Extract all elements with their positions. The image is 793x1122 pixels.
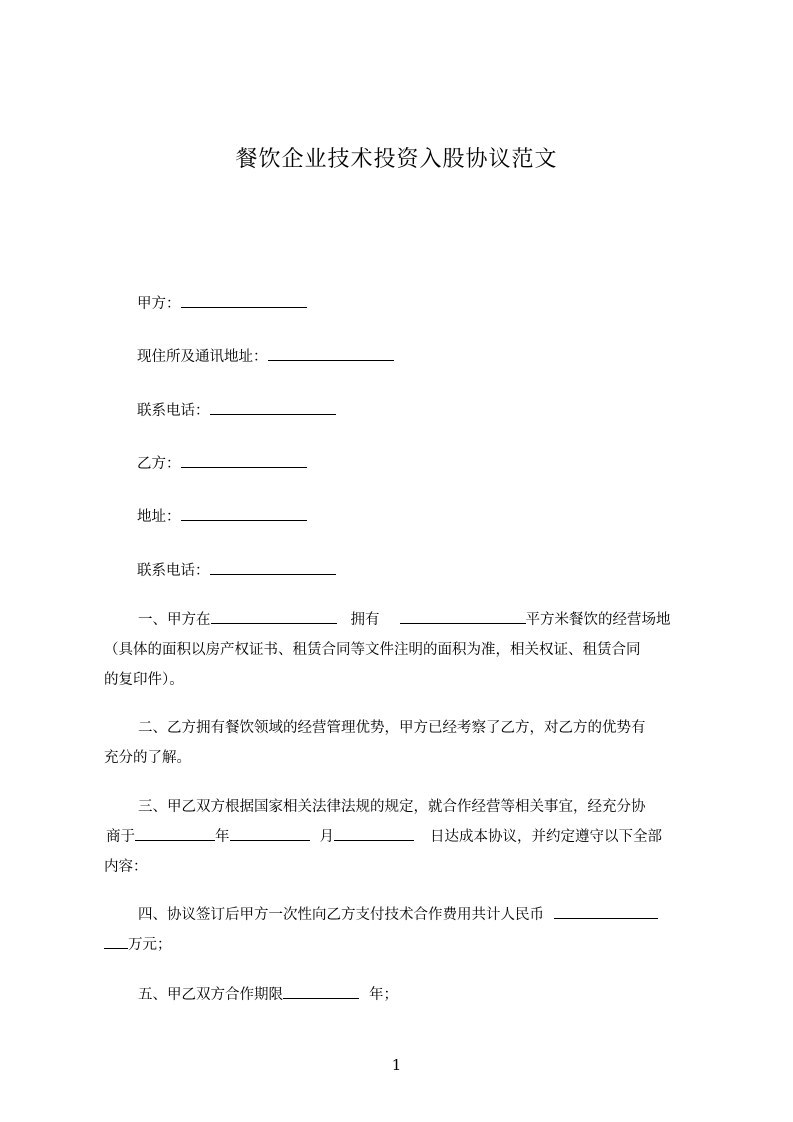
clause-1-text-a: 一、甲方在 — [138, 612, 211, 628]
clause-4-line-1 — [104, 900, 700, 930]
clause-3-blank-month — [230, 825, 310, 841]
clause-1-blank-2 — [400, 608, 526, 624]
clause-5-blank — [283, 983, 359, 999]
clause-1-text-b: 拥有 — [350, 612, 380, 628]
clause-1-text-c: 平方米餐饮的经营场地 — [525, 612, 671, 628]
address-b-blank — [181, 505, 307, 521]
clause-3-line-2 — [104, 822, 700, 852]
clause-1-blank-1 — [211, 608, 337, 624]
phone-a-blank — [210, 399, 336, 415]
party-a-label: 甲方： — [137, 296, 181, 312]
clause-4-blank-2 — [104, 933, 128, 949]
clause-4 — [104, 900, 700, 960]
clause-4-line-2 — [104, 930, 700, 960]
party-a-field — [137, 292, 307, 314]
clause-1-line-3: 的复印件）。 — [104, 672, 184, 688]
clause-1-line-1 — [104, 605, 700, 635]
clause-3-blank-year — [135, 825, 215, 841]
address-contact-blank — [268, 345, 394, 361]
clause-5-line-1 — [104, 980, 700, 1010]
clause-1 — [104, 605, 700, 695]
page-number: 1 — [391, 1056, 402, 1074]
clause-3-text: 三、甲乙双方根据国家相关法律法规的规定，就合作经营等相关事宜，经充分协 — [138, 799, 646, 815]
party-a-blank — [181, 292, 307, 308]
phone-b-field — [137, 559, 336, 581]
document-title: 餐饮企业技术投资入股协议范文 — [235, 147, 558, 172]
clause-3-shang: 商于 — [106, 829, 135, 845]
party-b-blank — [181, 452, 307, 468]
phone-b-label: 联系电话： — [137, 563, 210, 579]
phone-b-blank — [210, 559, 336, 575]
clause-3-day: 日达成本协议，并约定遵守以下全部 — [430, 829, 662, 845]
clause-4-tail: 万元； — [128, 937, 172, 953]
clause-5 — [104, 980, 700, 1010]
address-b-field — [137, 505, 307, 527]
phone-a-label: 联系电话： — [137, 403, 210, 419]
clause-2-text: 二、乙方拥有餐饮领域的经营管理优势，甲方已经考察了乙方，对乙方的优势有 — [138, 720, 646, 736]
clause-1-line-2: （具体的面积以房产权证书、租赁合同等文件注明的面积为准，相关权证、租赁合同 — [104, 642, 641, 658]
clause-5-text-b: 年； — [369, 987, 398, 1003]
clause-2-line-1 — [104, 713, 700, 743]
clause-3-month: 月 — [319, 829, 334, 845]
clause-3-line-1 — [104, 792, 700, 822]
clause-4-blank-1 — [554, 903, 658, 919]
phone-a-field — [137, 399, 336, 421]
address-contact-label: 现住所及通讯地址： — [137, 349, 268, 365]
clause-3-year: 年 — [215, 829, 230, 845]
party-b-field — [137, 452, 307, 474]
address-contact-field — [137, 345, 394, 367]
address-b-label: 地址： — [137, 509, 181, 525]
clause-2-line-2: 充分的了解。 — [104, 750, 191, 766]
clause-4-text: 四、协议签订后甲方一次性向乙方支付技术合作费用共计人民币 — [138, 907, 544, 923]
clause-3-blank-day — [334, 825, 414, 841]
clause-3 — [104, 792, 700, 882]
clause-3-line-3: 内容： — [104, 859, 148, 875]
party-b-label: 乙方： — [137, 456, 181, 472]
clause-2 — [104, 713, 700, 773]
clause-5-text-a: 五、甲乙双方合作期限 — [138, 987, 283, 1003]
